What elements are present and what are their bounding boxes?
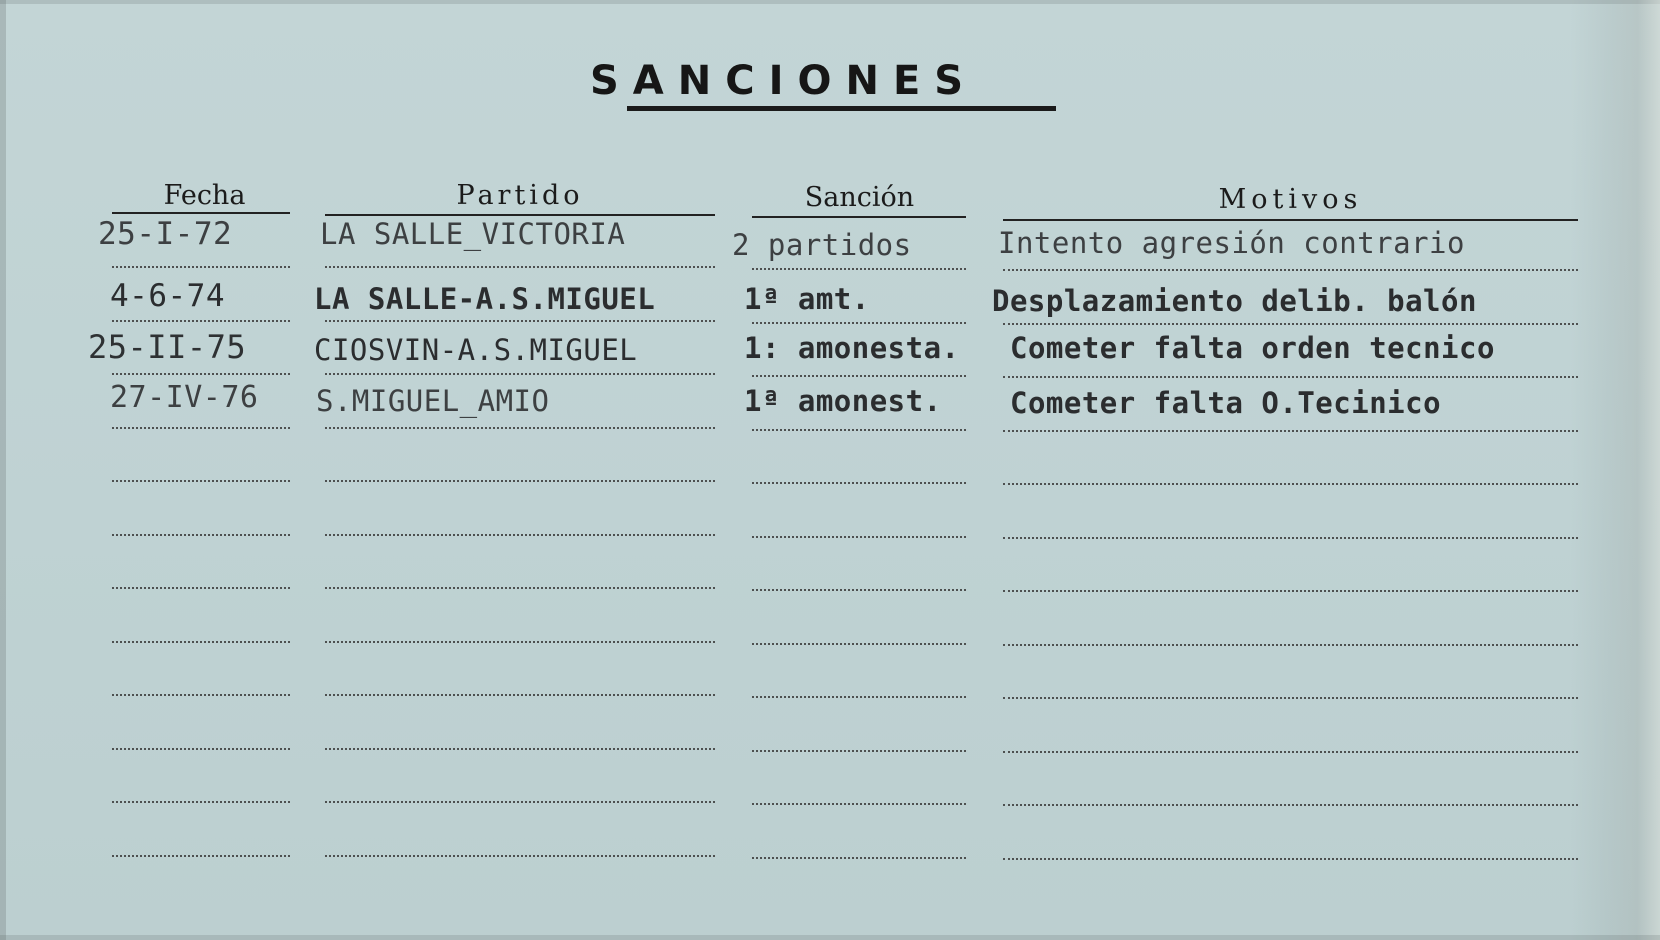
rule-line-motivos: [1003, 323, 1578, 325]
rule-line-motivos: [1003, 430, 1578, 432]
row-3-fecha: 25-II-75: [88, 328, 247, 366]
row-4-motivos: Cometer falta O.Tecinico: [1010, 386, 1442, 420]
rule-line-partido: [325, 480, 715, 482]
card-left-edge: [0, 0, 6, 940]
rule-line-partido: [325, 266, 715, 268]
header-motivos: Motivos: [1218, 184, 1363, 215]
row-2-fecha: 4-6-74: [110, 278, 225, 314]
rule-line-partido: [325, 801, 715, 803]
rule-line-motivos: [1003, 590, 1578, 592]
rule-line-sancion: [752, 375, 966, 377]
rule-line-partido: [325, 855, 715, 857]
rule-line-sancion: [752, 482, 966, 484]
rule-line-motivos: [1003, 269, 1578, 271]
row-1-sancion: 2 partidos: [732, 228, 912, 262]
rule-line-motivos: [1003, 376, 1578, 378]
rule-line-fecha: [112, 320, 290, 322]
page-title: SANCIONES: [590, 58, 978, 104]
rule-line-fecha: [112, 534, 290, 536]
rule-line-fecha: [112, 694, 290, 696]
rule-line-partido: [325, 373, 715, 375]
rule-line-fecha: [112, 266, 290, 268]
row-1-partido: LA SALLE_VICTORIA: [320, 217, 626, 251]
rule-line-motivos: [1003, 537, 1578, 539]
rule-line-partido: [325, 748, 715, 750]
rule-line-fecha: [112, 480, 290, 482]
header-motivos-rule: [1003, 219, 1578, 221]
rule-line-sancion: [752, 589, 966, 591]
card-right-edge: [1570, 0, 1660, 940]
row-3-motivos: Cometer falta orden tecnico: [1010, 331, 1495, 365]
row-2-partido: LA SALLE-A.S.MIGUEL: [314, 282, 656, 316]
rule-line-partido: [325, 427, 715, 429]
rule-line-sancion: [752, 322, 966, 324]
row-4-fecha: 27-IV-76: [110, 380, 259, 415]
rule-line-partido: [325, 587, 715, 589]
rule-line-motivos: [1003, 697, 1578, 699]
header-fecha-rule: [112, 212, 290, 214]
row-2-motivos: Desplazamiento delib. balón: [992, 284, 1477, 318]
rule-line-sancion: [752, 536, 966, 538]
header-sancion-rule: [752, 216, 966, 218]
card-top-edge: [0, 0, 1660, 4]
row-1-fecha: 25-I-72: [98, 216, 233, 252]
rule-line-sancion: [752, 750, 966, 752]
header-sancion: Sanción: [804, 182, 915, 213]
row-3-partido: CIOSVIN-A.S.MIGUEL: [314, 333, 638, 367]
rule-line-motivos: [1003, 644, 1578, 646]
row-4-sancion: 1ª amonest.: [744, 384, 942, 418]
title-underline: [627, 106, 1056, 111]
rule-line-partido: [325, 320, 715, 322]
rule-line-sancion: [752, 268, 966, 270]
rule-line-fecha: [112, 855, 290, 857]
rule-line-sancion: [752, 696, 966, 698]
row-3-sancion: 1: amonesta.: [744, 331, 960, 365]
rule-line-motivos: [1003, 483, 1578, 485]
rule-line-fecha: [112, 801, 290, 803]
rule-line-fecha: [112, 641, 290, 643]
rule-line-partido: [325, 641, 715, 643]
rule-line-sancion: [752, 429, 966, 431]
header-fecha: Fecha: [163, 180, 246, 211]
header-partido: Partido: [456, 180, 584, 211]
rule-line-fecha: [112, 587, 290, 589]
row-2-sancion: 1ª amt.: [744, 282, 870, 316]
header-partido-rule: [325, 214, 715, 216]
row-1-motivos: Intento agresión contrario: [998, 226, 1465, 260]
rule-line-motivos: [1003, 751, 1578, 753]
rule-line-sancion: [752, 803, 966, 805]
row-4-partido: S.MIGUEL_AMIO: [316, 384, 550, 418]
rule-line-partido: [325, 534, 715, 536]
rule-line-fecha: [112, 427, 290, 429]
rule-line-motivos: [1003, 858, 1578, 860]
rule-line-motivos: [1003, 804, 1578, 806]
rule-line-sancion: [752, 857, 966, 859]
card-bottom-edge: [0, 935, 1660, 940]
rule-line-sancion: [752, 643, 966, 645]
rule-line-fecha: [112, 748, 290, 750]
rule-line-fecha: [112, 373, 290, 375]
rule-line-partido: [325, 694, 715, 696]
